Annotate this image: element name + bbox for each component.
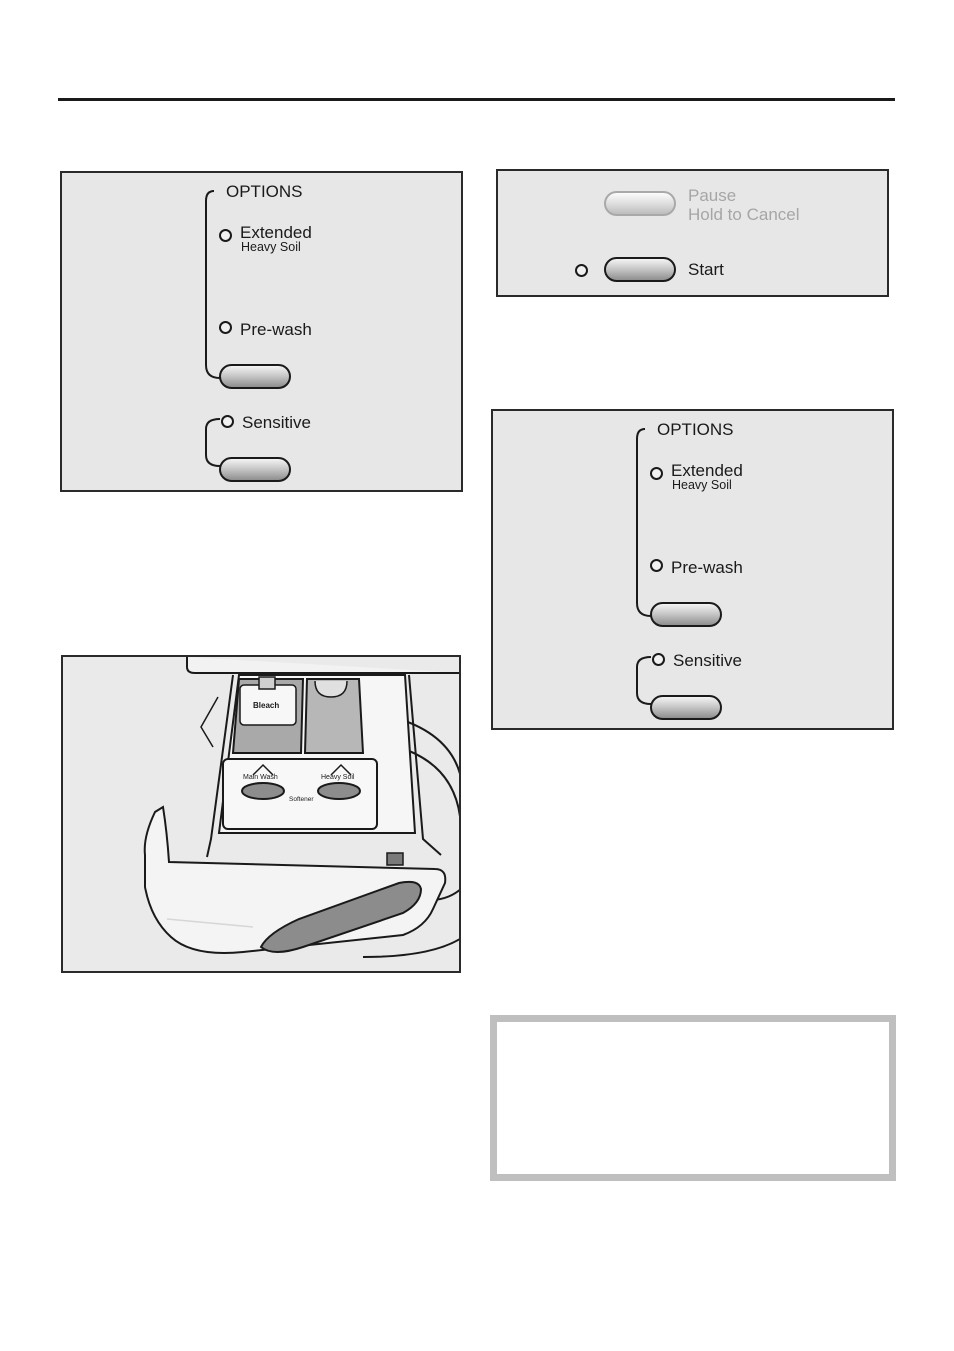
start-panel xyxy=(496,169,889,297)
prewash-label: Pre-wash xyxy=(671,558,743,577)
start-button[interactable] xyxy=(604,257,676,282)
main-wash-label: Main Wash xyxy=(243,774,278,781)
prewash-label: Pre-wash xyxy=(240,320,312,339)
options-button[interactable] xyxy=(219,364,291,389)
extended-led xyxy=(219,229,232,242)
softener-label: Softener xyxy=(289,796,314,803)
sensitive-led xyxy=(221,415,234,428)
prewash-led xyxy=(219,321,232,334)
start-led xyxy=(575,264,588,277)
extended-label: Extended xyxy=(671,461,743,480)
extended-label: Extended xyxy=(240,223,312,242)
heavy-soil-label: Heavy Soil xyxy=(672,478,732,492)
options-button[interactable] xyxy=(650,602,722,627)
sensitive-button[interactable] xyxy=(219,457,291,482)
sensitive-label: Sensitive xyxy=(673,651,742,670)
hold-to-cancel-label: Hold to Cancel xyxy=(688,205,800,224)
detergent-drawer-illustration xyxy=(61,655,461,973)
note-box xyxy=(490,1015,896,1181)
sensitive-label: Sensitive xyxy=(242,413,311,432)
options-header: OPTIONS xyxy=(657,420,734,439)
options-panel-left xyxy=(60,171,463,492)
extended-led xyxy=(650,467,663,480)
pause-label: Pause xyxy=(688,186,737,205)
options-panel-right xyxy=(491,409,894,730)
pause-button[interactable] xyxy=(604,191,676,216)
sensitive-led xyxy=(652,653,665,666)
prewash-led xyxy=(650,559,663,572)
header-rule xyxy=(58,98,895,101)
heavy-soil-drawer-label: Heavy Soil xyxy=(321,774,355,781)
start-label: Start xyxy=(688,260,724,279)
heavy-soil-label: Heavy Soil xyxy=(241,240,301,254)
options-header: OPTIONS xyxy=(226,182,303,201)
sensitive-button[interactable] xyxy=(650,695,722,720)
bleach-label: Bleach xyxy=(253,701,280,710)
